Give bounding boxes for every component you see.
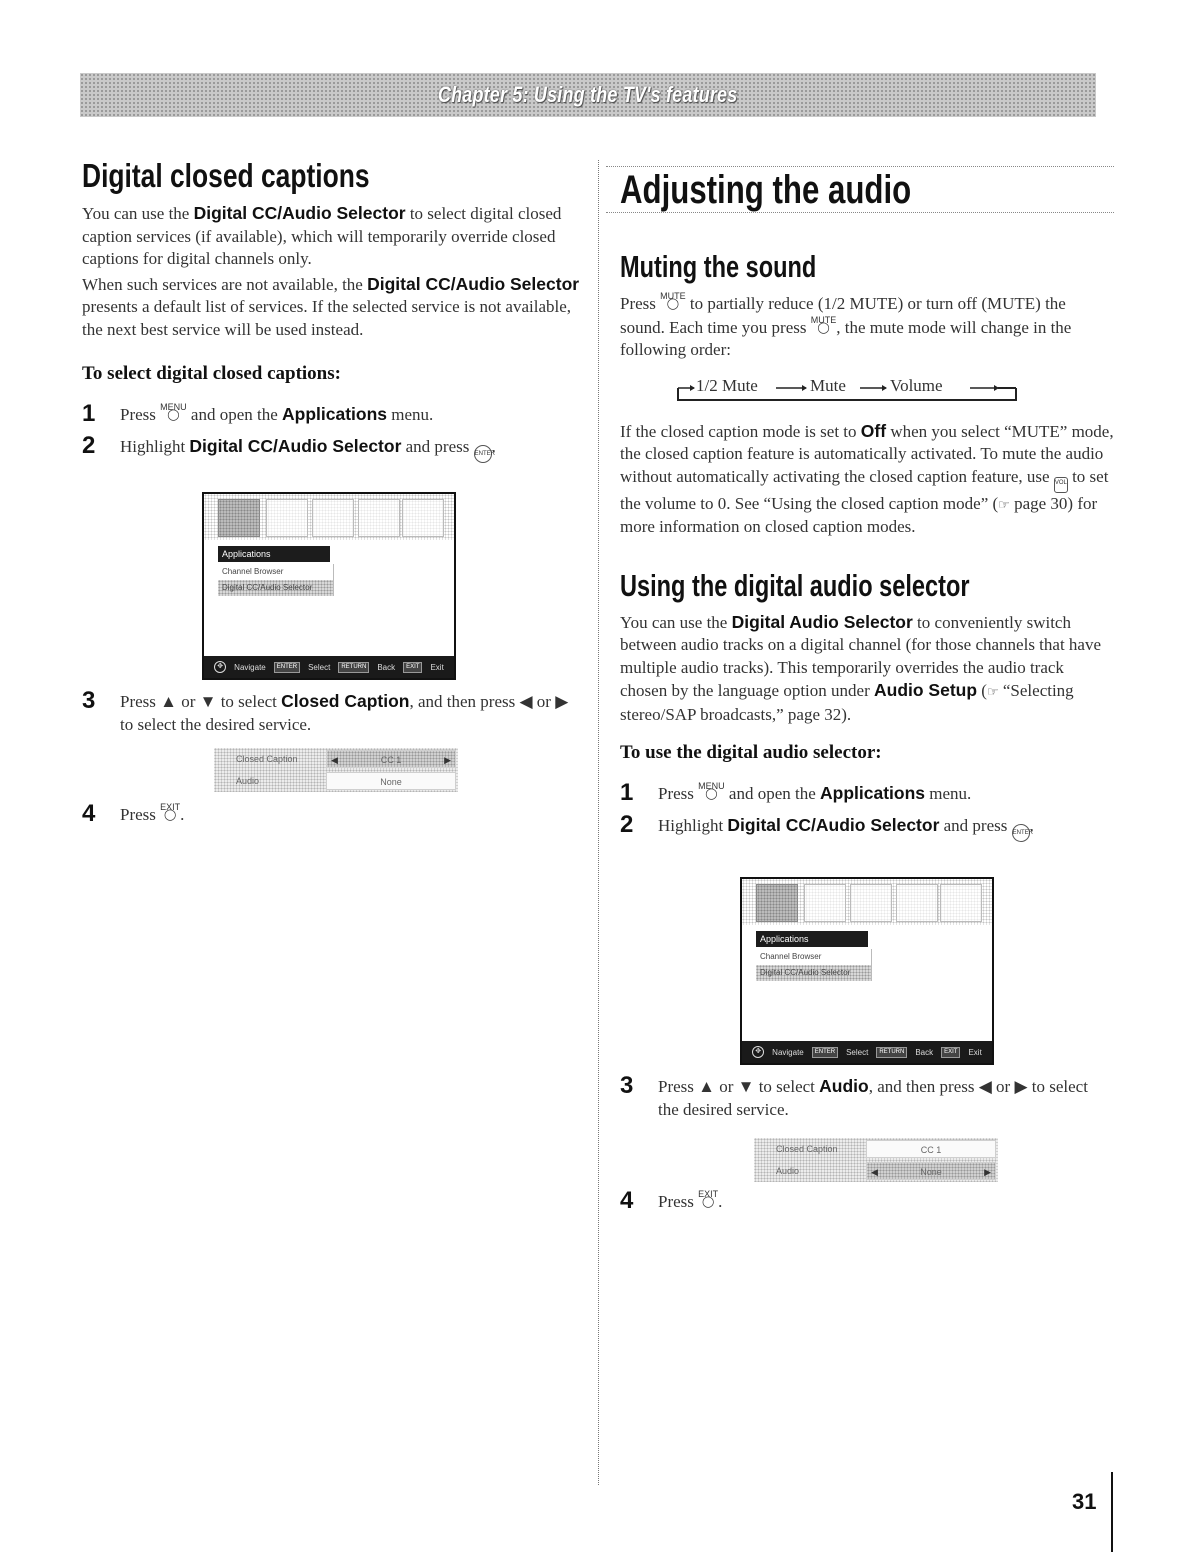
selector-value: ◀ CC 1 ▶ xyxy=(326,750,456,768)
chapter-title: Chapter 5: Using the TV's features xyxy=(438,82,738,107)
digital-cc-subheading: To select digital closed captions: xyxy=(82,363,341,385)
mute-key-icon: MUTE ◯ xyxy=(810,314,837,334)
picture-menu-icon xyxy=(804,884,846,922)
setup-menu-icon xyxy=(896,884,938,922)
digital-cc-fallback: When such services are not available, the Digital CC/Audio Selector presents a default list of services. If the selected service is not available, the next best service will be used instead. xyxy=(82,273,580,339)
picture-menu-icon xyxy=(266,499,308,537)
muting-cc-note: If the closed caption mode is set to Off when you select “MUTE” mode, the closed caption feature is automatically activated. To mute the audio without automatically activating the closed caption feature, use VOL to set the volume to 0. See “Using the closed caption mode” (☞ page 30) for more information on closed caption modes. xyxy=(620,420,1114,537)
page-number: 31 xyxy=(1072,1489,1097,1514)
enter-key-icon: ENTER xyxy=(1012,824,1030,842)
flow-mute: Mute xyxy=(810,375,846,395)
enter-key-icon: ENTER xyxy=(474,445,492,463)
reference-icon: ☞ xyxy=(986,684,999,700)
locks-menu-icon xyxy=(940,884,982,922)
muting-heading: Muting the sound xyxy=(620,249,817,284)
right-steps-lower xyxy=(620,1072,1110,1121)
digital-cc-audio-selector-item: Digital CC/Audio Selector xyxy=(218,580,334,596)
menu-footer: ✥ Navigate ENTER Select RETURN Back EXIT Exit xyxy=(204,656,454,678)
left-tv-menu-screenshot xyxy=(202,492,456,680)
applications-menu-icon xyxy=(218,499,260,537)
selector-row-audio: Audio None xyxy=(214,770,458,792)
menu-key-icon: MENU ◯ xyxy=(698,781,725,801)
audio-menu-icon xyxy=(850,884,892,922)
channel-browser-item: Channel Browser xyxy=(756,949,872,965)
adjusting-audio-heading: Adjusting the audio xyxy=(620,168,912,212)
left-cc-audio-selector xyxy=(214,748,458,792)
left-step-3: 3 Press ▲ or ▼ to select Closed Caption, and then press ◀ or ▶ to select the desired service. xyxy=(82,687,569,734)
digital-audio-selector-heading: Using the digital audio selector xyxy=(620,567,970,603)
left-step-4-wrap xyxy=(82,800,582,827)
chapter-banner xyxy=(80,73,1096,117)
locks-menu-icon xyxy=(402,499,444,537)
applications-panel-title: Applications xyxy=(756,931,868,947)
reference-icon: ☞ xyxy=(998,496,1010,512)
selector-row-audio: Audio ◀ None ▶ xyxy=(754,1160,998,1182)
right-step-1: 1 Press MENU ◯ and open the Applications menu. xyxy=(620,779,972,807)
mute-order-flow xyxy=(676,376,1114,406)
exit-key-icon: EXIT ◯ xyxy=(160,802,181,821)
selector-row-closed-caption: Closed Caption ◀ CC 1 ▶ xyxy=(214,748,458,770)
right-cc-audio-selector xyxy=(754,1138,998,1182)
channel-browser-item: Channel Browser xyxy=(218,564,334,580)
digital-cc-intro: You can use the Digital CC/Audio Selector to select digital closed caption services (if available), which will temporarily override closed captions for digital channels only. xyxy=(82,203,562,269)
selector-value: CC 1 xyxy=(866,1140,996,1158)
mute-key-icon: MUTE ◯ xyxy=(660,291,686,311)
digital-audio-subheading: To use the digital audio selector: xyxy=(620,742,882,764)
menu-icon-bar xyxy=(742,879,992,925)
menu-key-icon: MENU ◯ xyxy=(160,402,187,422)
left-steps-lower xyxy=(82,687,582,736)
left-column xyxy=(82,158,582,463)
right-step-2: 2 Highlight Digital CC/Audio Selector and press ENTER. xyxy=(620,814,1114,842)
selector-value: ◀ None ▶ xyxy=(866,1162,996,1180)
audio-menu-icon xyxy=(312,499,354,537)
setup-menu-icon xyxy=(358,499,400,537)
digital-cc-heading: Digital closed captions xyxy=(82,157,370,194)
flow-volume: Volume xyxy=(890,375,943,395)
menu-icon-bar xyxy=(204,494,454,540)
page-number-rule xyxy=(1111,1472,1113,1552)
right-tv-menu-screenshot xyxy=(740,877,994,1065)
right-step-4-wrap xyxy=(620,1187,1110,1214)
volume-key-icon: VOL xyxy=(1054,477,1068,493)
digital-audio-selector-intro: You can use the Digital Audio Selector to conveniently switch between audio tracks on a digital channel (for those channels that have multiple audio tracks). This temporarily overrides the audio track chosen by the language option under Audio Setup (☞ “Selecting stereo/SAP broadcasts,” page 32). xyxy=(620,611,1102,724)
flow-half-mute: 1/2 Mute xyxy=(696,375,758,395)
selector-value: None xyxy=(326,772,456,790)
digital-cc-audio-selector-item: Digital CC/Audio Selector xyxy=(756,965,872,981)
navigate-icon: ✥ xyxy=(214,661,226,673)
right-step-3: 3 Press ▲ or ▼ to select Audio, and then press ◀ or ▶ to select the desired service. xyxy=(620,1072,1088,1119)
left-step-4: 4 Press EXIT ◯ . xyxy=(82,800,185,827)
right-column xyxy=(620,158,1114,842)
left-step-1: 1 Press MENU ◯ and open the Applications menu. xyxy=(82,400,434,428)
navigate-icon: ✥ xyxy=(752,1046,764,1058)
left-step-2: 2 Highlight Digital CC/Audio Selector and press ENTER. xyxy=(82,435,582,463)
applications-menu-icon xyxy=(756,884,798,922)
selector-row-closed-caption: Closed Caption CC 1 xyxy=(754,1138,998,1160)
exit-key-icon: EXIT ◯ xyxy=(698,1189,719,1208)
menu-footer: ✥ Navigate ENTER Select RETURN Back EXIT Exit xyxy=(742,1041,992,1063)
muting-intro: Press MUTE ◯ to partially reduce (1/2 MUTE) or turn off (MUTE) the sound. Each time you press MUTE ◯ , the mute mode will change in the following order: xyxy=(620,291,1072,360)
applications-panel-title: Applications xyxy=(218,546,330,562)
right-step-4: 4 Press EXIT ◯ . xyxy=(620,1187,723,1214)
column-divider xyxy=(598,160,599,1485)
